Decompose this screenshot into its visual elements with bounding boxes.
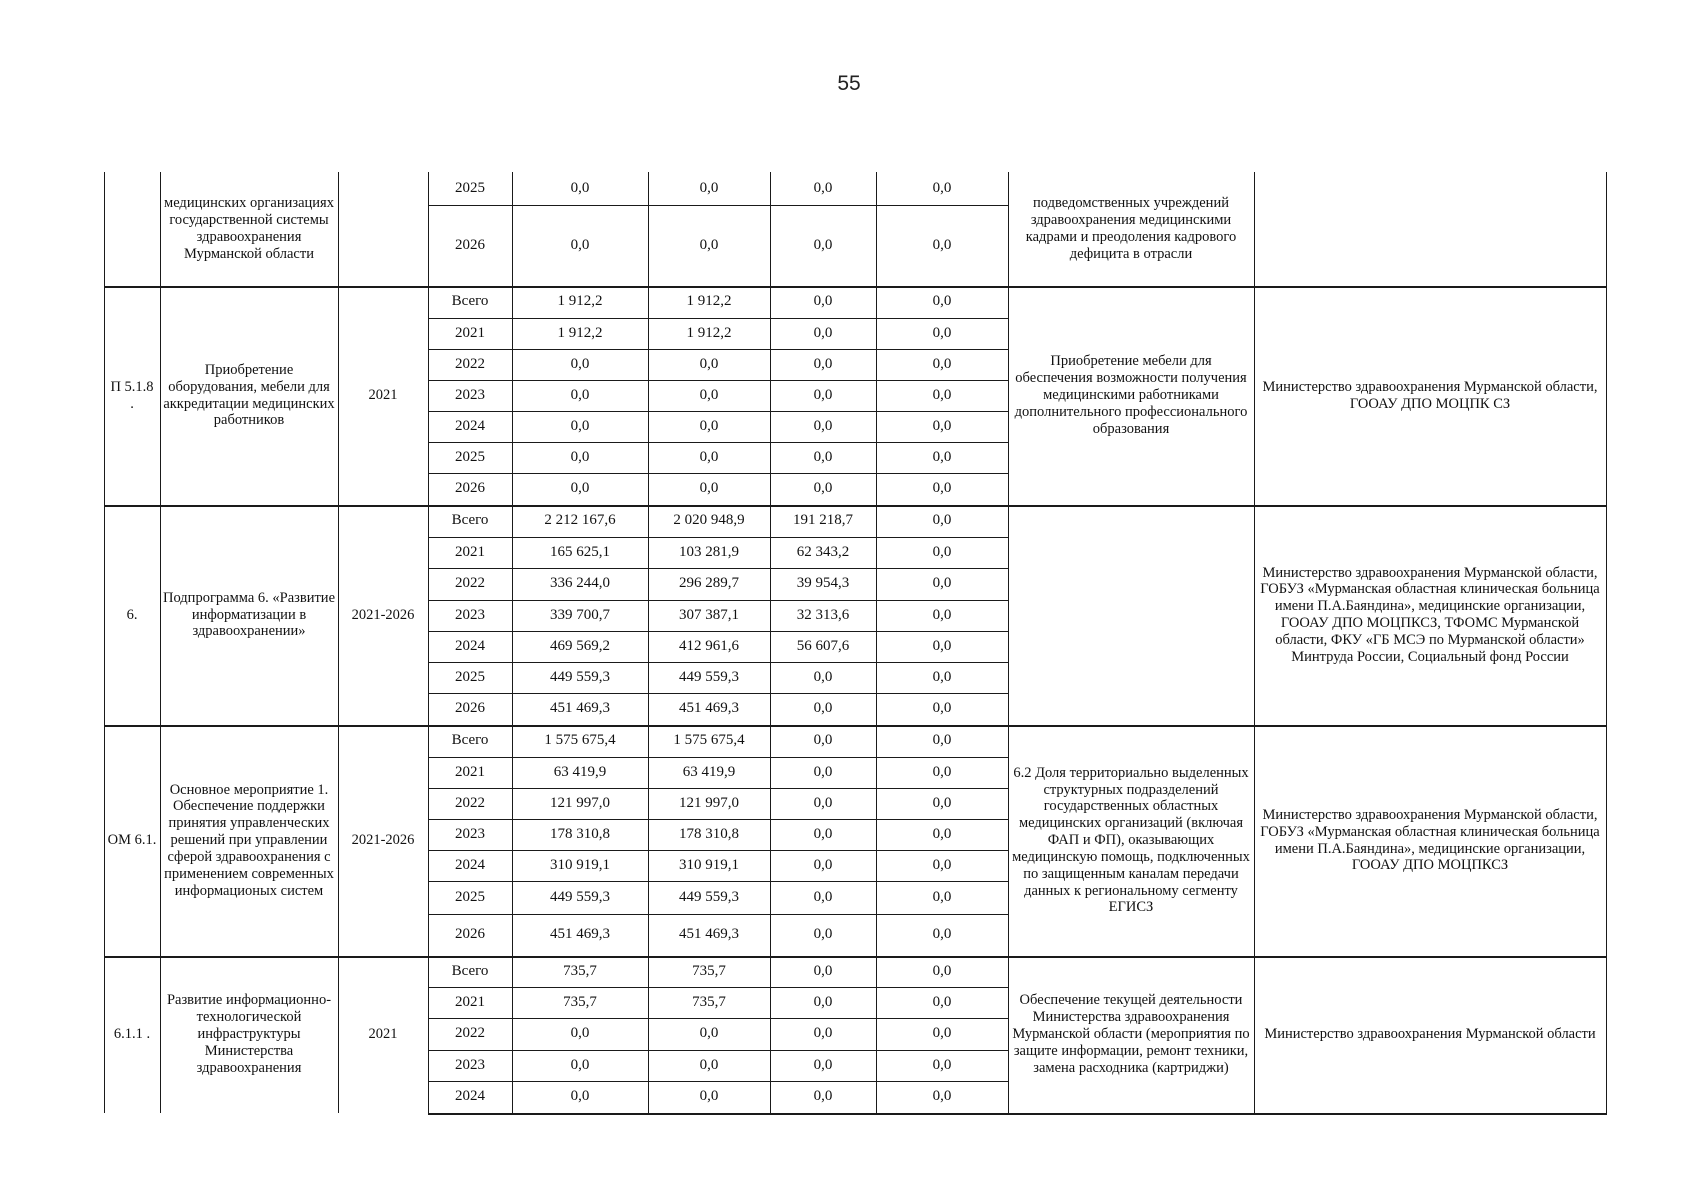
finance-regional-budget-cell: 0,0 (699, 1025, 719, 1042)
row-code: ОМ 6.1. (107, 832, 157, 849)
target-indicator (1008, 505, 1254, 725)
finance-other-sources-cell: 0,0 (932, 993, 952, 1010)
finance-year-cell: 2021 (455, 763, 485, 780)
finance-year-cell: 2023 (455, 825, 485, 842)
finance-total-cell: 1 575 675,4 (544, 732, 616, 749)
finance-regional-budget-cell: 735,7 (692, 993, 726, 1010)
finance-federal-budget-cell: 0,0 (813, 386, 833, 403)
finance-year-cell: 2022 (455, 794, 485, 811)
finance-year-cell: 2023 (455, 386, 485, 403)
finance-other-sources-cell: 0,0 (932, 763, 952, 780)
finance-total-cell: 449 559,3 (550, 888, 610, 905)
finance-federal-budget-cell: 0,0 (813, 825, 833, 842)
finance-federal-budget-cell: 0,0 (813, 993, 833, 1010)
finance-total-cell: 63 419,9 (553, 763, 607, 780)
executor: Министерство здравоохранения Мурманской области (1264, 1026, 1596, 1043)
finance-regional-budget-cell: 296 289,7 (679, 575, 739, 592)
finance-other-sources-cell: 0,0 (932, 668, 952, 685)
finance-total-cell: 165 625,1 (550, 543, 610, 560)
finance-year-cell: 2024 (455, 637, 485, 654)
grid-line-horizontal (428, 349, 1009, 350)
implementation-period: 2021-2026 (351, 606, 415, 623)
grid-line-horizontal (428, 568, 1009, 569)
finance-regional-budget-cell: 0,0 (699, 355, 719, 372)
finance-regional-budget-cell: 0,0 (699, 417, 719, 434)
finance-other-sources-cell: 0,0 (932, 637, 952, 654)
finance-federal-budget-cell: 39 954,3 (796, 575, 850, 592)
finance-federal-budget-cell: 0,0 (813, 179, 833, 196)
finance-regional-budget-cell: 0,0 (699, 386, 719, 403)
finance-federal-budget-cell: 56 607,6 (796, 637, 850, 654)
finance-regional-budget-cell: 1 912,2 (686, 324, 732, 341)
finance-total-cell: 121 997,0 (550, 794, 610, 811)
target-indicator: Приобретение мебели для обеспечения возможности получения медицинскими работниками дополнительного профессионального образования (1014, 353, 1248, 437)
finance-federal-budget-cell: 0,0 (813, 1056, 833, 1073)
grid-line-vertical (512, 172, 513, 1113)
finance-other-sources-cell: 0,0 (932, 355, 952, 372)
finance-total-cell: 469 569,2 (550, 637, 610, 654)
finance-other-sources-cell: 0,0 (932, 386, 952, 403)
finance-other-sources-cell: 0,0 (932, 293, 952, 310)
grid-line-horizontal (428, 318, 1009, 319)
grid-line-vertical (648, 172, 649, 1113)
finance-federal-budget-cell: 0,0 (813, 926, 833, 943)
finance-other-sources-cell: 0,0 (932, 888, 952, 905)
finance-year-cell: Всего (451, 512, 489, 529)
finance-total-cell: 178 310,8 (550, 825, 610, 842)
measure-name: Основное мероприятие 1. Обеспечение поддержки принятия управленческих решений при управлении сферой здравоохранения с применением современных информационых систем (164, 781, 334, 899)
finance-other-sources-cell: 0,0 (932, 794, 952, 811)
finance-federal-budget-cell: 0,0 (813, 293, 833, 310)
finance-total-cell: 449 559,3 (550, 668, 610, 685)
finance-other-sources-cell: 0,0 (932, 575, 952, 592)
grid-line-horizontal (428, 1081, 1009, 1082)
finance-federal-budget-cell: 0,0 (813, 1025, 833, 1042)
finance-other-sources-cell: 0,0 (932, 480, 952, 497)
finance-year-cell: 2021 (455, 324, 485, 341)
grid-line-vertical (1606, 172, 1607, 1113)
finance-other-sources-cell: 0,0 (932, 179, 952, 196)
finance-federal-budget-cell: 0,0 (813, 888, 833, 905)
finance-year-cell: 2022 (455, 355, 485, 372)
page-number: 55 (837, 72, 861, 95)
finance-federal-budget-cell: 0,0 (813, 856, 833, 873)
finance-federal-budget-cell: 0,0 (813, 236, 833, 253)
finance-total-cell: 1 912,2 (557, 293, 603, 310)
grid-line-horizontal (428, 631, 1009, 632)
finance-total-cell: 735,7 (563, 993, 597, 1010)
row-code: П 5.1.8 . (110, 378, 154, 412)
finance-total-cell: 1 912,2 (557, 324, 603, 341)
finance-total-cell: 0,0 (570, 179, 590, 196)
finance-regional-budget-cell: 449 559,3 (679, 668, 739, 685)
finance-total-cell: 2 212 167,6 (544, 512, 616, 529)
finance-total-cell: 339 700,7 (550, 606, 610, 623)
grid-line-vertical (876, 172, 877, 1113)
grid-line-horizontal (428, 380, 1009, 381)
finance-year-cell: Всего (451, 962, 489, 979)
finance-other-sources-cell: 0,0 (932, 732, 952, 749)
finance-other-sources-cell: 0,0 (932, 324, 952, 341)
grid-line-horizontal (428, 693, 1009, 694)
finance-year-cell: 2025 (455, 448, 485, 465)
finance-regional-budget-cell: 0,0 (699, 236, 719, 253)
finance-regional-budget-cell: 307 387,1 (679, 606, 739, 623)
finance-regional-budget-cell: 0,0 (699, 480, 719, 497)
finance-regional-budget-cell: 103 281,9 (679, 543, 739, 560)
finance-federal-budget-cell: 0,0 (813, 417, 833, 434)
finance-federal-budget-cell: 0,0 (813, 794, 833, 811)
finance-year-cell: 2024 (455, 856, 485, 873)
finance-year-cell: 2026 (455, 480, 485, 497)
finance-other-sources-cell: 0,0 (932, 448, 952, 465)
finance-total-cell: 0,0 (570, 1088, 590, 1105)
finance-federal-budget-cell: 0,0 (813, 480, 833, 497)
finance-federal-budget-cell: 0,0 (813, 448, 833, 465)
row-code: 6. (126, 606, 138, 623)
finance-year-cell: 2023 (455, 1056, 485, 1073)
finance-total-cell: 0,0 (570, 448, 590, 465)
grid-line-horizontal (428, 600, 1009, 601)
measure-name: Подпрограмма 6. «Развитие информатизации в здравоохранении» (163, 589, 336, 640)
grid-line-horizontal (428, 662, 1009, 663)
finance-other-sources-cell: 0,0 (932, 926, 952, 943)
row-code: 6.1.1 . (113, 1026, 151, 1043)
finance-regional-budget-cell: 449 559,3 (679, 888, 739, 905)
implementation-period: 2021 (368, 387, 398, 404)
implementation-period (338, 172, 428, 286)
finance-total-cell: 0,0 (570, 480, 590, 497)
executor (1254, 172, 1606, 286)
finance-regional-budget-cell: 310 919,1 (679, 856, 739, 873)
grid-line-vertical (160, 172, 161, 1113)
finance-total-cell: 451 469,3 (550, 926, 610, 943)
finance-total-cell: 735,7 (563, 962, 597, 979)
finance-other-sources-cell: 0,0 (932, 512, 952, 529)
finance-total-cell: 0,0 (570, 355, 590, 372)
grid-line-horizontal (428, 411, 1009, 412)
measure-name: Приобретение оборудования, мебели для аккредитации медицинских работников (163, 361, 335, 429)
finance-federal-budget-cell: 0,0 (813, 355, 833, 372)
finance-total-cell: 0,0 (570, 386, 590, 403)
executor: Министерство здравоохранения Мурманской области, ГООАУ ДПО МОЦПК СЗ (1262, 378, 1598, 412)
finance-regional-budget-cell: 412 961,6 (679, 637, 739, 654)
finance-regional-budget-cell: 1 575 675,4 (673, 732, 745, 749)
finance-year-cell: Всего (451, 293, 489, 310)
finance-year-cell: 2025 (455, 888, 485, 905)
finance-year-cell: 2022 (455, 1025, 485, 1042)
grid-line-horizontal (428, 1050, 1009, 1051)
grid-line-horizontal (428, 881, 1009, 882)
row-code (104, 172, 160, 286)
finance-year-cell: 2024 (455, 417, 485, 434)
grid-line-vertical (770, 172, 771, 1113)
finance-other-sources-cell: 0,0 (932, 236, 952, 253)
measure-name: Развитие информационно-технологической инфраструктуры Министерства здравоохранения (166, 992, 332, 1076)
grid-line-horizontal (428, 1018, 1009, 1019)
finance-regional-budget-cell: 121 997,0 (679, 794, 739, 811)
finance-regional-budget-cell: 735,7 (692, 962, 726, 979)
finance-regional-budget-cell: 451 469,3 (679, 926, 739, 943)
finance-year-cell: 2024 (455, 1088, 485, 1105)
finance-year-cell: 2022 (455, 575, 485, 592)
finance-year-cell: 2025 (455, 668, 485, 685)
implementation-period: 2021 (368, 1026, 398, 1043)
measure-name: медицинских организациях государственной системы здравоохранения Мурманской области (164, 195, 334, 262)
finance-year-cell: 2026 (455, 700, 485, 717)
grid-line-vertical (338, 172, 339, 1113)
finance-federal-budget-cell: 191 218,7 (793, 512, 853, 529)
finance-regional-budget-cell: 451 469,3 (679, 700, 739, 717)
implementation-period: 2021-2026 (351, 832, 415, 849)
finance-other-sources-cell: 0,0 (932, 606, 952, 623)
finance-other-sources-cell: 0,0 (932, 1056, 952, 1073)
grid-line-horizontal (428, 442, 1009, 443)
target-indicator: Обеспечение текущей деятельности Министерства здравоохранения Мурманской области (мероприятия по защите информации, ремонт техники, замена расходника (картриджи) (1012, 992, 1250, 1076)
finance-regional-budget-cell: 63 419,9 (682, 763, 736, 780)
finance-other-sources-cell: 0,0 (932, 1025, 952, 1042)
grid-line-horizontal (428, 537, 1009, 538)
finance-federal-budget-cell: 0,0 (813, 763, 833, 780)
finance-federal-budget-cell: 0,0 (813, 668, 833, 685)
finance-total-cell: 336 244,0 (550, 575, 610, 592)
grid-line-horizontal (428, 987, 1009, 988)
finance-year-cell: Всего (451, 732, 489, 749)
executor: Министерство здравоохранения Мурманской области, ГОБУЗ «Мурманская областная клиническая больница имени П.А.Баяндина», медицинские организации, ГООАУ ДПО МОЦПКСЗ, ТФОМС Мурманской области, ФКУ «ГБ МСЭ по Мурманской области» Минтруда России, Социальный фонд России (1260, 564, 1600, 665)
finance-regional-budget-cell: 2 020 948,9 (673, 512, 745, 529)
target-indicator: подведомственных учреждений здравоохранения медицинскими кадрами и преодоления кадрового дефицита в отрасли (1025, 195, 1237, 262)
grid-line-vertical (428, 172, 429, 1113)
finance-federal-budget-cell: 0,0 (813, 962, 833, 979)
finance-total-cell: 0,0 (570, 1056, 590, 1073)
finance-federal-budget-cell: 32 313,6 (796, 606, 850, 623)
grid-line-vertical (1254, 172, 1255, 1113)
finance-regional-budget-cell: 0,0 (699, 179, 719, 196)
finance-year-cell: 2025 (455, 179, 485, 196)
finance-federal-budget-cell: 0,0 (813, 700, 833, 717)
grid-line-horizontal (428, 473, 1009, 474)
finance-other-sources-cell: 0,0 (932, 700, 952, 717)
finance-regional-budget-cell: 0,0 (699, 1056, 719, 1073)
finance-year-cell: 2021 (455, 543, 485, 560)
finance-regional-budget-cell: 178 310,8 (679, 825, 739, 842)
grid-line-horizontal (428, 914, 1009, 915)
grid-line-horizontal (428, 788, 1009, 789)
grid-line-vertical (1008, 172, 1009, 1113)
finance-federal-budget-cell: 0,0 (813, 324, 833, 341)
finance-other-sources-cell: 0,0 (932, 1088, 952, 1105)
finance-total-cell: 0,0 (570, 236, 590, 253)
finance-other-sources-cell: 0,0 (932, 856, 952, 873)
finance-federal-budget-cell: 0,0 (813, 732, 833, 749)
finance-year-cell: 2023 (455, 606, 485, 623)
finance-federal-budget-cell: 0,0 (813, 1088, 833, 1105)
finance-total-cell: 0,0 (570, 417, 590, 434)
grid-line-horizontal (428, 757, 1009, 758)
finance-regional-budget-cell: 1 912,2 (686, 293, 732, 310)
finance-year-cell: 2026 (455, 926, 485, 943)
finance-regional-budget-cell: 0,0 (699, 448, 719, 465)
finance-regional-budget-cell: 0,0 (699, 1088, 719, 1105)
executor: Министерство здравоохранения Мурманской области, ГОБУЗ «Мурманская областная клиническая больница имени П.А.Баяндина», медицинские организации, ГООАУ ДПО МОЦПКСЗ (1260, 806, 1600, 874)
finance-year-cell: 2021 (455, 993, 485, 1010)
finance-federal-budget-cell: 62 343,2 (796, 543, 850, 560)
finance-total-cell: 451 469,3 (550, 700, 610, 717)
grid-line-horizontal (428, 850, 1009, 851)
grid-line-horizontal (428, 1113, 1607, 1115)
target-indicator: 6.2 Доля территориально выделенных структурных подразделений государственных областных медицинских организаций (включая ФАП и ФП), оказывающих медицинскую помощь, подключенных по защищенным каналам передачи данных к региональному сегменту ЕГИСЗ (1012, 764, 1250, 916)
finance-other-sources-cell: 0,0 (932, 417, 952, 434)
finance-other-sources-cell: 0,0 (932, 825, 952, 842)
finance-total-cell: 310 919,1 (550, 856, 610, 873)
grid-line-horizontal (428, 819, 1009, 820)
finance-other-sources-cell: 0,0 (932, 962, 952, 979)
finance-other-sources-cell: 0,0 (932, 543, 952, 560)
finance-total-cell: 0,0 (570, 1025, 590, 1042)
finance-year-cell: 2026 (455, 236, 485, 253)
grid-line-vertical (104, 172, 105, 1113)
grid-line-horizontal (428, 205, 1009, 206)
